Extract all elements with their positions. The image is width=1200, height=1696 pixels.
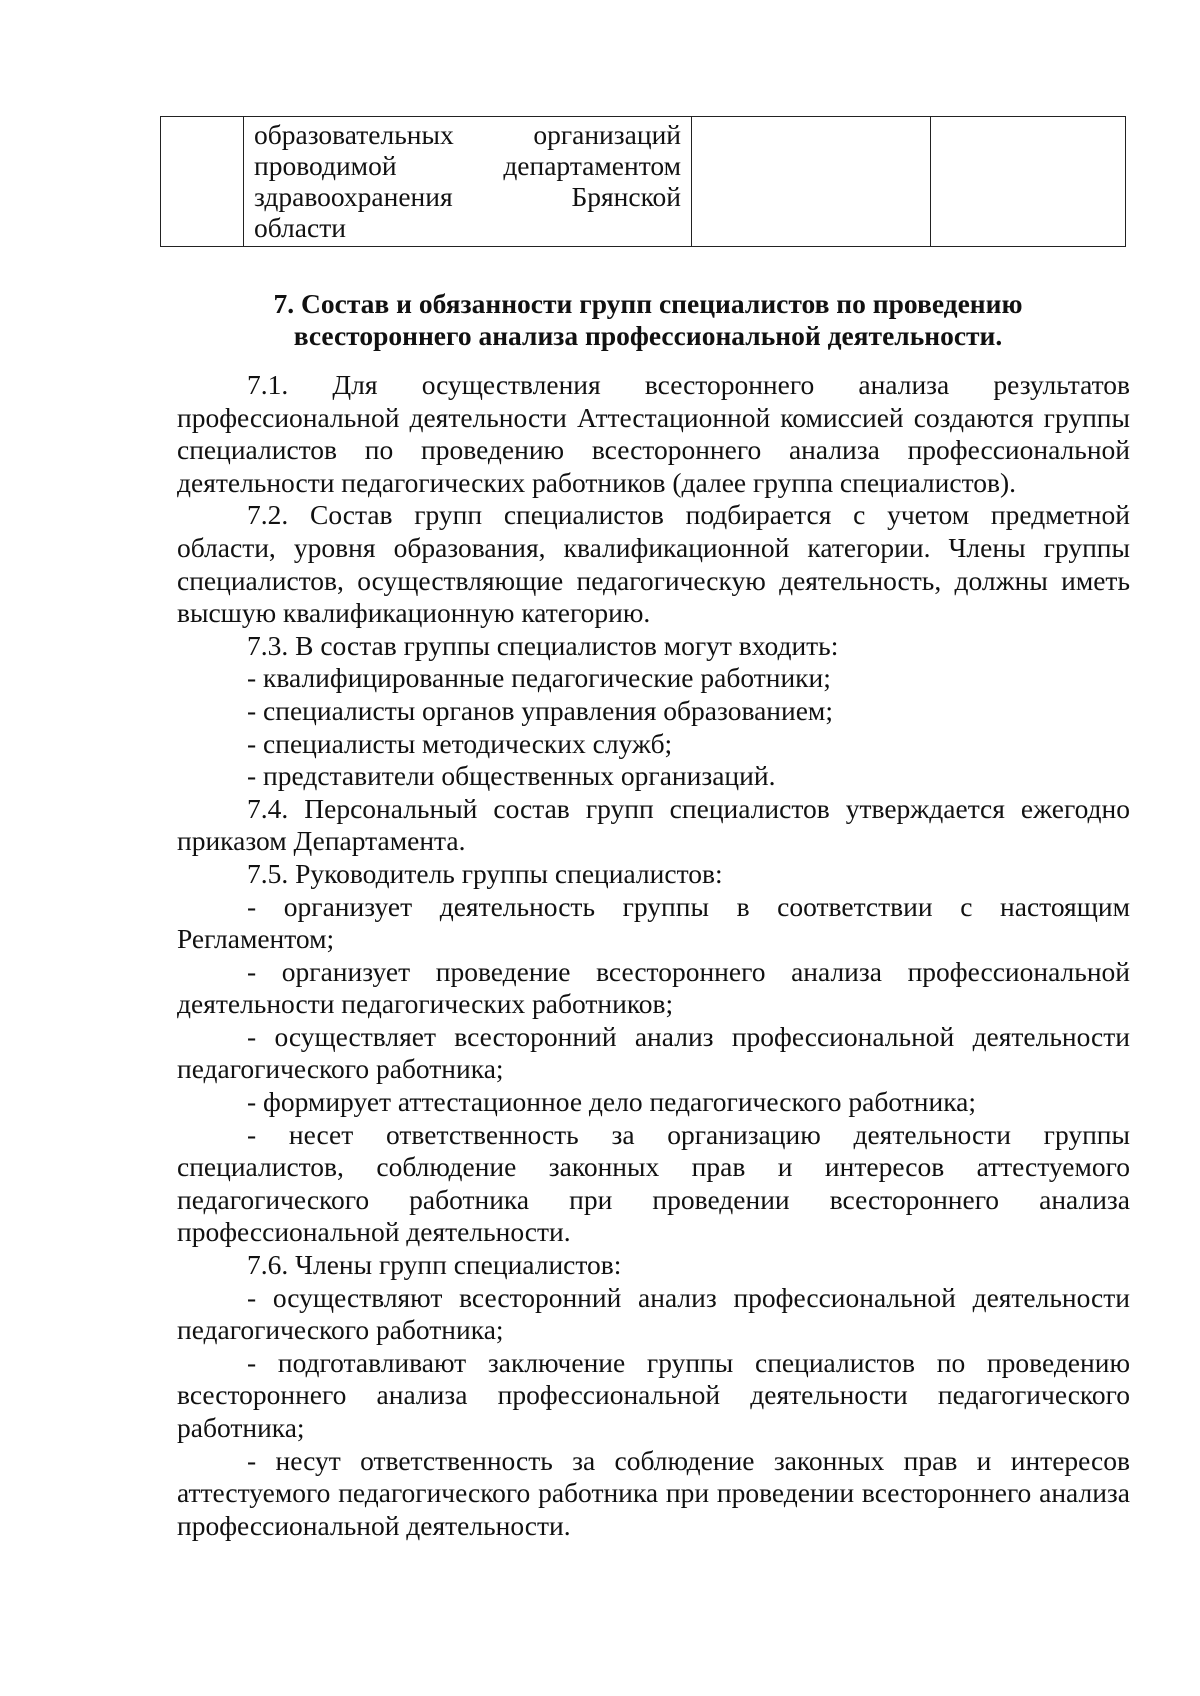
paragraph-7-6: 7.6. Члены групп специалистов: [247, 1249, 622, 1281]
list-item: - несет ответственность за организацию деятельности группы специалистов, соблюдение законных прав и интересов аттестуемого педагогического работника при проведении всестороннего анализа профессиональной деятельности. [177, 1118, 1130, 1248]
cell-word: образовательных [254, 119, 454, 150]
cell-word: департаментом [503, 150, 681, 181]
table-cell-empty [692, 117, 931, 247]
section-heading-line: 7. Состав и обязанности групп специалистов по проведению [273, 288, 1023, 319]
paragraph-7-4: 7.4. Персональный состав групп специалистов утверждается ежегодно приказом Департамента. [177, 792, 1130, 857]
list-item: - организует проведение всестороннего анализа профессиональной деятельности педагогических работников; [177, 955, 1130, 1020]
table-fragment [160, 116, 1126, 247]
section-heading-line: всестороннего анализа профессиональной деятельности. [293, 320, 1003, 351]
list-item: - осуществляет всесторонний анализ профессиональной деятельности педагогического работника; [177, 1020, 1130, 1085]
cell-line [254, 150, 681, 181]
list-item: - специалисты методических служб; [247, 727, 673, 759]
list-item: - подготавливают заключение группы специалистов по проведению всестороннего анализа профессиональной деятельности педагогического работника; [177, 1346, 1130, 1443]
cell-word: здравоохранения [254, 181, 453, 212]
table-cell-number [161, 117, 244, 247]
cell-word: организаций [533, 119, 681, 150]
list-item: - формирует аттестационное дело педагогического работника; [247, 1086, 976, 1118]
list-item: - специалисты органов управления образованием; [247, 694, 833, 726]
cell-line [254, 119, 681, 150]
list-item: - представители общественных организаций. [247, 760, 776, 792]
cell-line [254, 212, 681, 243]
table-row [161, 117, 1126, 247]
paragraph-7-1: 7.1. Для осуществления всестороннего анализа результатов профессиональной деятельности Аттестационной комиссией создаются группы специалистов по проведению всестороннего анализа профессиональной деятельности педагогических работников (далее группа специалистов). [177, 369, 1130, 498]
section-heading [160, 288, 1136, 352]
paragraph-7-5: 7.5. Руководитель группы специалистов: [247, 857, 723, 889]
list-item: - организует деятельность группы в соответствии с настоящим Регламентом; [177, 890, 1130, 955]
cell-word: области [254, 212, 346, 243]
cell-word: Брянской [571, 181, 681, 212]
list-item: - квалифицированные педагогические работники; [247, 662, 831, 694]
list-item: - несут ответственность за соблюдение законных прав и интересов аттестуемого педагогического работника при проведении всестороннего анализа профессиональной деятельности. [177, 1444, 1130, 1541]
table-cell-text [244, 117, 692, 247]
cell-line [254, 181, 681, 212]
paragraph-7-3: 7.3. В состав группы специалистов могут входить: [247, 629, 839, 661]
section-body [177, 369, 1130, 1542]
paragraph-7-2: 7.2. Состав групп специалистов подбирается с учетом предметной области, уровня образования, квалификационной категории. Члены группы специалистов, осуществляющие педагогическую деятельность, должны иметь высшую квалификационную категорию. [177, 499, 1130, 629]
list-item: - осуществляют всесторонний анализ профессиональной деятельности педагогического работника; [177, 1281, 1130, 1346]
table-cell-empty [931, 117, 1126, 247]
cell-word: проводимой [254, 150, 397, 181]
